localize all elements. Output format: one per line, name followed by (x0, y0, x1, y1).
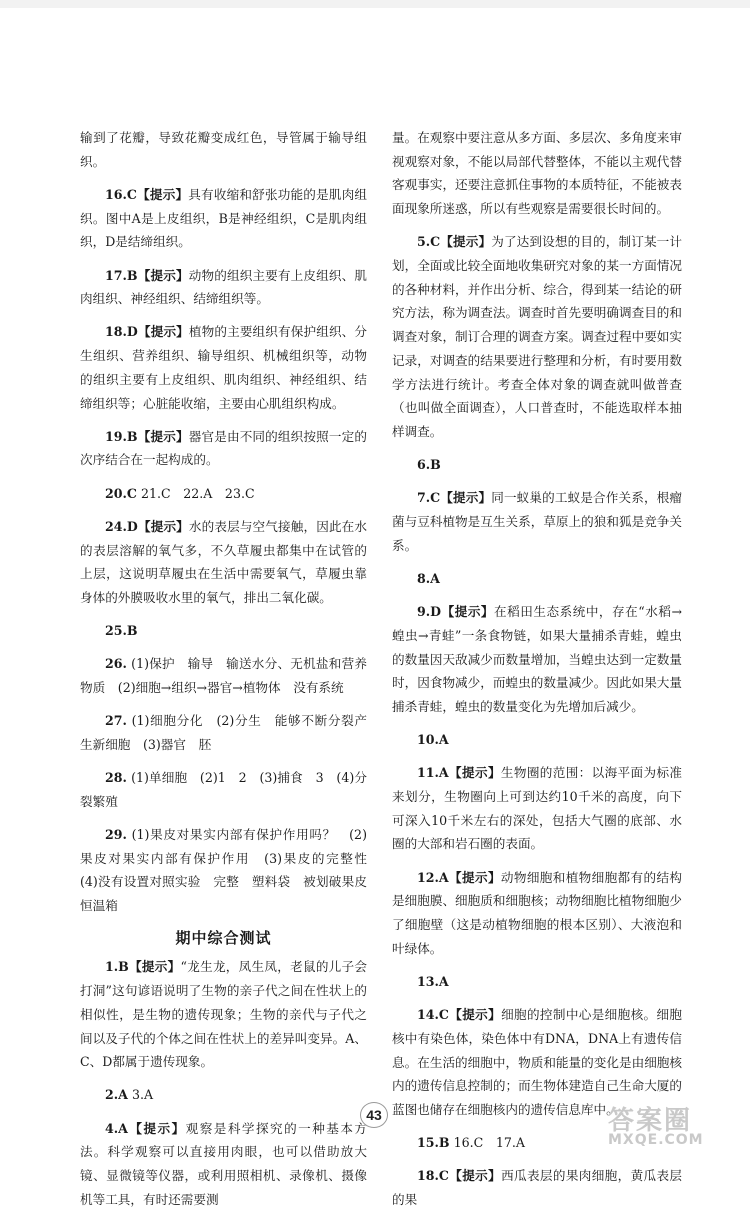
answer-continuation: 输到了花瓣，导致花瓣变成红色，导管属于输导组织。 (80, 130, 367, 169)
answer-item (392, 230, 682, 443)
answer-number: 2.A (105, 1087, 128, 1103)
answer-item (80, 652, 367, 699)
answer-number: 24.D (105, 518, 138, 534)
answer-text: 21.C 22.A 23.C (140, 485, 255, 501)
answer-text: 同一蚁巢的工蚁是合作关系，根瘤菌与豆科植物是互生关系，草原上的狼和狐是竞争关系。 (392, 490, 683, 553)
hint-label: 【提示】 (448, 869, 501, 885)
page-number: 43 (360, 1102, 388, 1128)
answer-text: 水的表层与空气接触，因此在水的表层溶解的氧气多，不久草履虫都集中在试管的上层，这说明草履虫在生活中需要氧气，草履虫靠身体的外膜吸收水里的氧气，排出二氧化碳。 (80, 518, 368, 605)
answer-number: 27. (105, 713, 127, 729)
answer-text: 生物圈的范围：以海平面为标准来划分，生物圈向上可到达约10千米的高度，向下可深入10千米左右的深处，包括大气圈的底部、水圈的大部和岩石圈的表面。 (392, 765, 683, 852)
answer-text: 在稻田生态系统中，存在“水稻→蝗虫→青蛙”一条食物链，如果大量捕杀青蛙，蝗虫的数量因天敌减少而数量增加，当蝗虫达到一定数量时，因食物减少，而蝗虫的数量减少。因此如果大量捕杀青蛙，蝗虫的数量变化为先增加后减少。 (392, 604, 682, 714)
answer-item (80, 955, 367, 1074)
answer-number: 13.A (417, 974, 449, 989)
answer-number: 6.B (417, 457, 441, 473)
answer-item (80, 1117, 367, 1212)
answer-text: (1)细胞分化 (2)分生 能够不断分裂产生新细胞 (3)器官 胚 (80, 713, 367, 752)
answer-item (392, 866, 682, 961)
answer-number: 4.A (105, 1120, 128, 1136)
answer-number: 5.C (417, 234, 441, 250)
answer-number: 15.B (417, 1135, 450, 1151)
answer-item (80, 823, 380, 918)
hint-label: 【提示】 (137, 518, 189, 534)
hint-label: 【提示】 (137, 428, 189, 444)
answer-item (80, 320, 367, 415)
answer-number: 26. (105, 656, 127, 672)
answer-item (392, 1003, 682, 1122)
answer-number: 25.B (105, 623, 138, 639)
answer-item (392, 486, 682, 557)
hint-label: 【提示】 (127, 1120, 186, 1136)
answer-item (80, 425, 367, 472)
hint-label: 【提示】 (448, 1168, 502, 1184)
answer-item (80, 515, 367, 610)
answer-item (80, 619, 367, 643)
hint-label: 【提示】 (128, 959, 181, 975)
answer-text: 具有收缩和舒张功能的是肌肉组织。图中A是上皮组织，B是神经组织，C是肌肉组织，D是结缔组织。 (80, 186, 367, 250)
hint-label: 【提示】 (137, 324, 189, 340)
answer-number: 18.C (417, 1168, 449, 1184)
section-title: 期中综合测试 (175, 929, 272, 948)
answer-item (392, 453, 682, 477)
answer-number: 28. (105, 770, 127, 786)
answer-item (392, 970, 682, 994)
answer-item (80, 183, 367, 254)
answer-text: (1)单细胞 (2)1 2 (3)捕食 3 (4)分裂繁殖 (80, 770, 367, 809)
answer-item (80, 766, 367, 813)
answer-item (80, 709, 367, 756)
answer-text: 为了达到设想的目的，制订某一计划，全面或比较全面地收集研究对象的某一方面情况的各种材料，并作出分析、综合，得到某一结论的研究方法，称为调查法。调查时首先要明确调查目的和调查对象，制订合理的调查方案。调查过程中要如实记录，对调查的结果要进行整理和分析，有时要用数学方法进行统计。考查全体对象的调查就叫做普查（也叫做全面调查），人口普查时，不能选取样本抽样调查。 (392, 234, 683, 439)
answer-number: 8.A (417, 570, 440, 586)
answer-number: 14.C (417, 1007, 449, 1023)
hint-label: 【提示】 (440, 490, 492, 506)
answer-item (80, 482, 367, 506)
answer-item (392, 567, 682, 591)
answer-number: 19.B (105, 428, 138, 444)
answer-item (392, 1164, 682, 1211)
answer-text: 细胞的控制中心是细胞核。细胞核中有染色体，染色体中有DNA，DNA上有遗传信息。在生活的细胞中，物质和能量的变化是由细胞核内的遗传信息控制的；而生物体建造自己生命大厦的蓝图也储存在细胞核内的遗传信息库中。 (392, 1007, 683, 1118)
answer-number: 10.A (417, 732, 449, 748)
answer-number: 17.B (105, 267, 138, 283)
answer-text: 观察是科学探究的一种基本方法。科学观察可以直接用肉眼，也可以借助放大镜、显微镜等仪器，或利用照相机、录像机、摄像机等工具，有时还需要测 (80, 1120, 368, 1207)
answer-text: “龙生龙，凤生凤，老鼠的儿子会打洞”这句谚语说明了生物的亲子代之间在性状上的相似性，是生物的遗传现象；生物的亲代与子代之间以及子代的个体之间在性状上的差异叫变异。A、C、D都属于遗传现象。 (80, 959, 367, 1070)
answer-number: 7.C (417, 490, 441, 506)
scan-top-edge (0, 0, 750, 8)
hint-label: 【提示】 (440, 234, 492, 250)
answer-number: 9.D (417, 604, 442, 620)
answer-number: 1.B (105, 959, 129, 975)
hint-label: 【提示】 (136, 186, 189, 202)
answer-item (392, 600, 682, 719)
answer-item (392, 761, 682, 856)
answer-item (80, 1083, 367, 1107)
answer-text: 植物的主要组织有保护组织、分生组织、营养组织、输导组织、机械组织等，动物的组织主要有上皮组织、肌肉组织、神经组织、结缔组织等；心脏能收缩，主要由心肌组织构成。 (80, 324, 368, 411)
hint-label: 【提示】 (448, 1007, 502, 1023)
hint-label: 【提示】 (137, 267, 189, 283)
watermark-en: MXQE.COM (608, 1132, 704, 1148)
answer-item (80, 264, 367, 311)
answer-text: (1)保护 输导 输送水分、无机盐和营养物质 (2)细胞→组织→器官→植物体 没有系统 (80, 656, 367, 696)
answer-text: 动物细胞和植物细胞都有的结构是细胞膜、细胞质和细胞核；动物细胞比植物细胞少了细胞壁（这是动植物细胞的根本区别）、大液泡和叶绿体。 (392, 869, 683, 956)
hint-label: 【提示】 (448, 765, 501, 781)
watermark-cn: 答案圈 (608, 1106, 693, 1136)
answer-text: 16.C 17.A (453, 1135, 525, 1151)
right-column (392, 126, 682, 1221)
answer-number: 16.C (105, 186, 137, 202)
answer-text: (1)果皮对果实内部有保护作用吗？ (2)果皮对果实内部有保护作用 (3)果皮的完整性 (4)没有设置对照实验 完整 塑料袋 被划破果皮 恒温箱 (80, 827, 380, 914)
answer-number: 20.C (105, 485, 137, 501)
answer-text: 西瓜表层的果肉细胞，黄瓜表层的果 (392, 1168, 683, 1208)
answer-text: 器官是由不同的组织按照一定的次序结合在一起构成的。 (80, 428, 368, 468)
answer-number: 29. (105, 827, 127, 843)
site-watermark (608, 1108, 740, 1148)
hint-label: 【提示】 (441, 604, 495, 620)
answer-item (392, 728, 682, 752)
answer-number: 11.A (417, 765, 449, 781)
answer-text: 动物的组织主要有上皮组织、肌肉组织、神经组织、结缔组织等。 (80, 267, 368, 307)
answer-text: 3.A (131, 1087, 154, 1103)
answer-continuation: 量。在观察中要注意从多方面、多层次、多角度来审视观察对象，不能以局部代替整体，不能以主观代替客观事实，还要注意抓住事物的本质特征，不能被表面现象所迷惑，所以有些观察是需要很长时间的。 (392, 130, 682, 217)
answer-number: 12.A (417, 869, 449, 885)
answer-number: 18.D (105, 324, 138, 340)
